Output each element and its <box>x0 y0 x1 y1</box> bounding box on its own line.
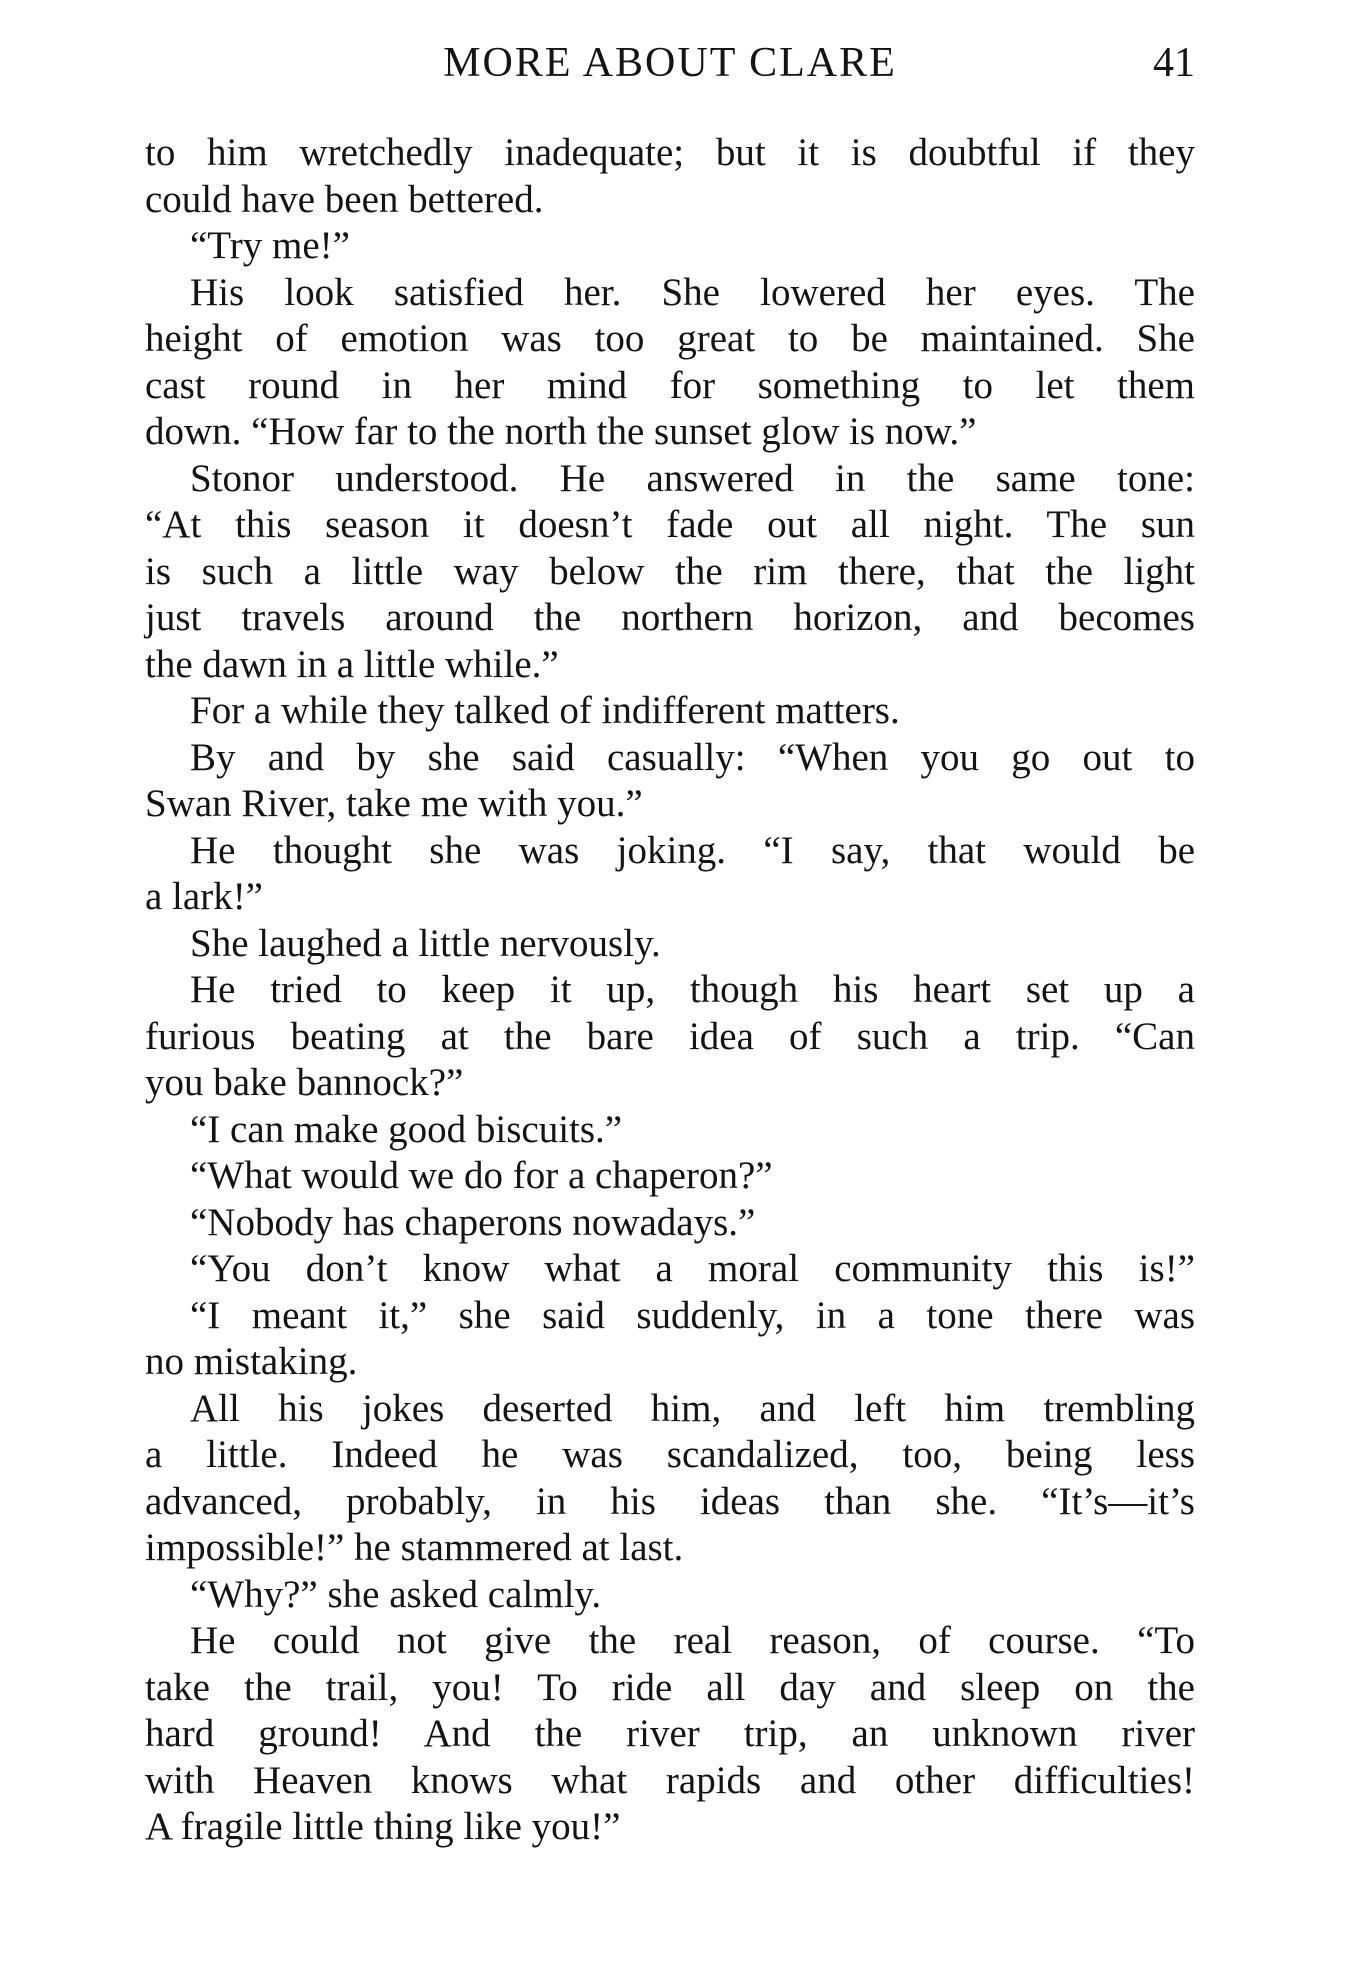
running-title: MORE ABOUT CLARE <box>443 40 897 86</box>
text-line: “What would we do for a chaperon?” <box>190 1154 773 1197</box>
text-line: Stonor understood. He answered in the same tone: <box>190 456 1195 500</box>
text-line: advanced, probably, in his ideas than she. “It’s—it’s <box>145 1479 1195 1523</box>
text-line: “You don’t know what a moral community this is!” <box>190 1247 1195 1290</box>
text-line: For a while they talked of indifferent matters. <box>190 689 900 732</box>
text-line: He thought she was joking. “I say, that would be <box>190 828 1195 872</box>
text-line: height of emotion was too great to be maintained. She <box>145 317 1195 360</box>
text-line: with Heaven knows what rapids and other difficulties! <box>145 1758 1195 1802</box>
text-line: is such a little way below the rim there, that the light <box>145 549 1195 593</box>
text-line: His look satisfied her. She lowered her eyes. The <box>190 270 1195 314</box>
body-text <box>145 130 1195 1851</box>
text-line: He tried to keep it up, though his heart set up a <box>190 968 1195 1011</box>
text-line: you bake bannock?” <box>145 1061 464 1104</box>
text-line: “I can make good biscuits.” <box>190 1107 623 1151</box>
text-line: “Why?” she asked calmly. <box>190 1572 602 1616</box>
text-line: no mistaking. <box>145 1340 358 1383</box>
text-line: cast round in her mind for something to let them <box>145 363 1195 407</box>
text-line: A fragile little thing like you!” <box>145 1805 621 1848</box>
text-line: down. “How far to the north the sunset glow is now.” <box>145 410 977 453</box>
text-line: furious beating at the bare idea of such a trip. “Can <box>145 1014 1195 1058</box>
text-line: just travels around the northern horizon, and becomes <box>145 596 1195 639</box>
text-line: the dawn in a little while.” <box>145 642 559 686</box>
text-line: a little. Indeed he was scandalized, too, being less <box>145 1433 1195 1476</box>
text-line: could have been bettered. <box>145 177 544 221</box>
page-number: 41 <box>1153 40 1195 86</box>
text-line: She laughed a little nervously. <box>190 921 661 965</box>
text-line: “Try me!” <box>190 224 350 267</box>
text-line: He could not give the real reason, of course. “To <box>190 1619 1195 1662</box>
text-line: Swan River, take me with you.” <box>145 782 643 825</box>
text-line: hard ground! And the river trip, an unknown river <box>145 1712 1195 1755</box>
running-head <box>145 38 1195 88</box>
text-line: “I meant it,” she said suddenly, in a tone there was <box>190 1293 1195 1337</box>
text-line: All his jokes deserted him, and left him trembling <box>190 1386 1195 1430</box>
text-line: to him wretchedly inadequate; but it is doubtful if they <box>145 131 1195 174</box>
text-line: “Nobody has chaperons nowadays.” <box>190 1200 756 1244</box>
text-line: “At this season it doesn’t fade out all night. The sun <box>145 503 1195 546</box>
text-line: By and by she said casually: “When you go out to <box>190 735 1195 779</box>
text-line: impossible!” he stammered at last. <box>145 1526 684 1569</box>
text-line: take the trail, you! To ride all day and sleep on the <box>145 1665 1195 1709</box>
text-line: a lark!” <box>145 875 263 918</box>
